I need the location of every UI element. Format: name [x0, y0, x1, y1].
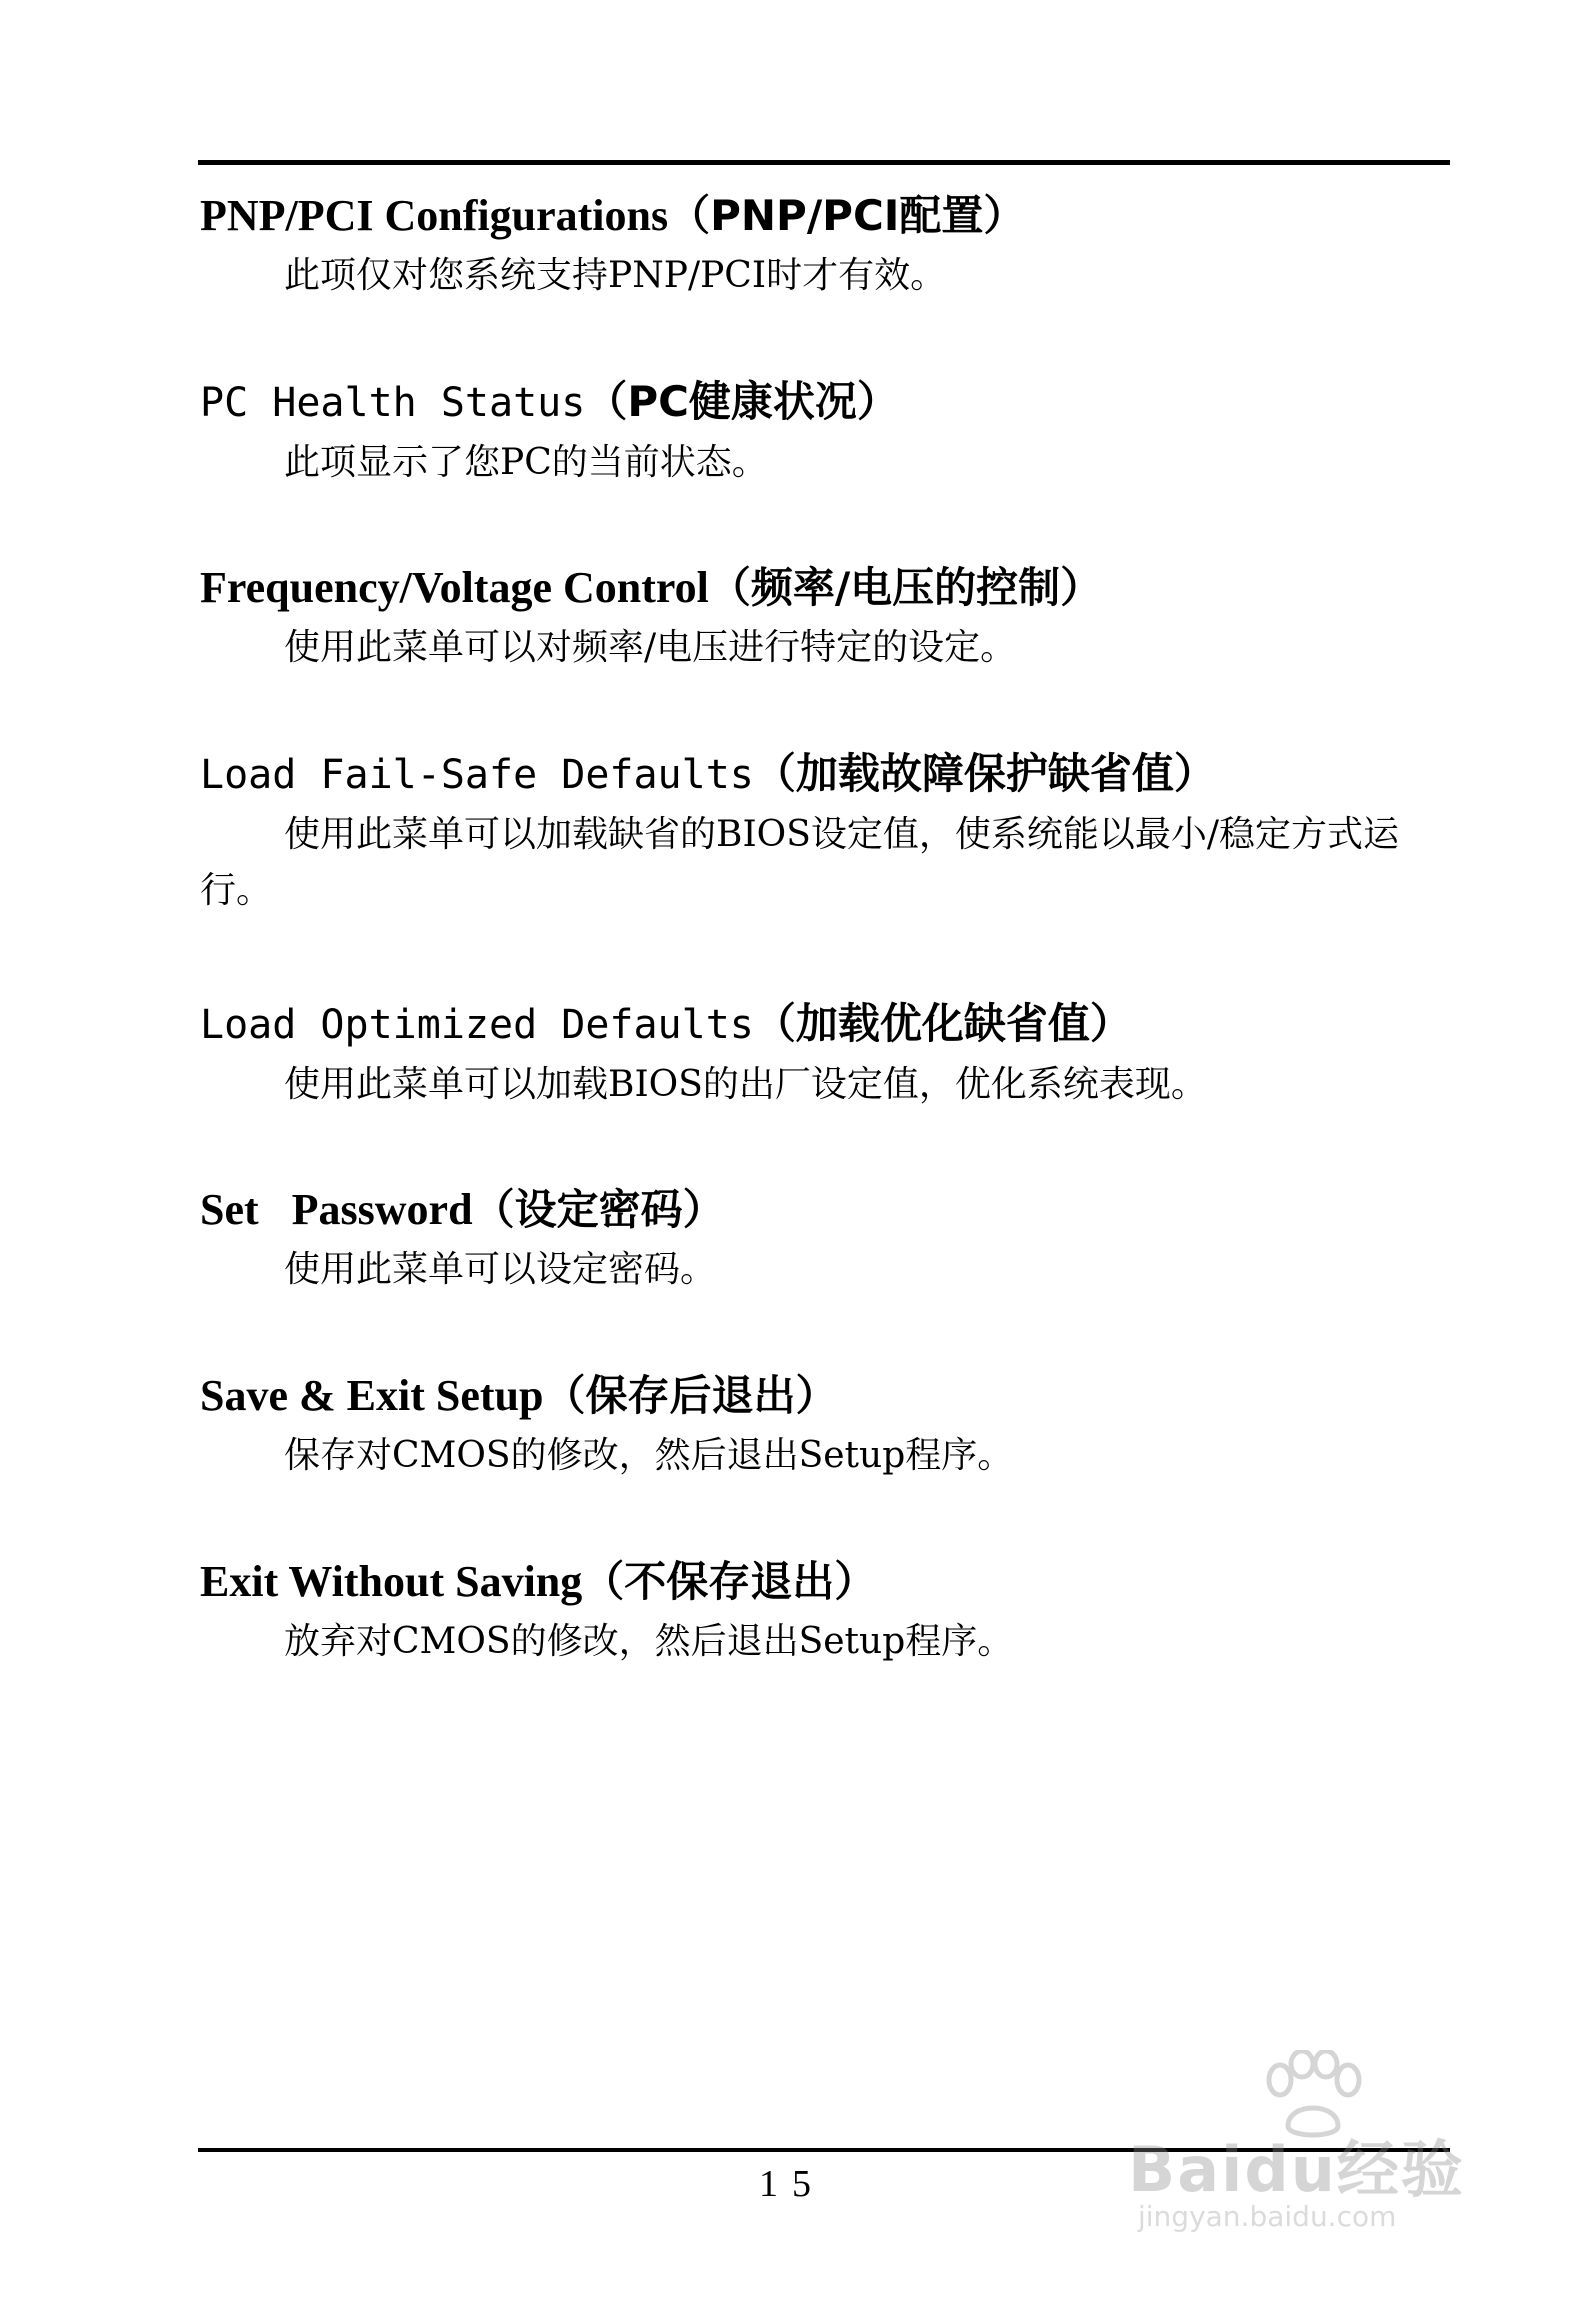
section-title-cn: （不保存退出）: [582, 1557, 877, 1606]
section-title: [200, 1184, 1450, 1236]
header-rule: [198, 160, 1450, 165]
section-title: [200, 998, 1450, 1051]
section-title: [200, 376, 1450, 429]
section-title-cn: （加载优化缺省值）: [753, 999, 1132, 1048]
section-description: 此项显示了您PC的当前状态。: [284, 442, 768, 483]
section-exit-without-saving: [200, 1556, 1450, 1670]
section-title-en: Exit Without Saving: [200, 1557, 583, 1606]
section-title: [200, 1370, 1450, 1422]
section-title-en: Set Password: [200, 1185, 473, 1234]
section-title-en: Load Fail-Safe Defaults: [200, 752, 754, 798]
section-title-cn: （设定密码）: [472, 1185, 725, 1234]
watermark-url: jingyan.baidu.com: [1138, 2200, 1397, 2233]
section-load-optimized: [200, 998, 1450, 1113]
section-frequency-voltage: [200, 562, 1450, 676]
section-title-cn: （加载故障保护缺省值）: [753, 749, 1216, 798]
section-title: [200, 190, 1450, 242]
page-number: 15: [759, 2163, 825, 2205]
section-description: 使用此菜单可以对频率/电压进行特定的设定。: [284, 627, 1017, 668]
section-title-cn: （PNP/PCI配置）: [668, 191, 1026, 240]
section-title: [200, 1556, 1450, 1608]
section-description: 使用此菜单可以加载缺省的BIOS设定值，使系统能以最小/稳定方式运行。: [200, 814, 1399, 911]
section-title-en: PC Health Status: [200, 380, 586, 426]
section-title-cn: （保存后退出）: [543, 1371, 838, 1420]
section-title: [200, 748, 1450, 801]
section-description: 放弃对CMOS的修改，然后退出Setup程序。: [284, 1621, 1014, 1662]
section-description: 保存对CMOS的修改，然后退出Setup程序。: [284, 1435, 1014, 1476]
section-title-cn: （PC健康状况）: [585, 377, 899, 426]
section-save-exit: [200, 1370, 1450, 1484]
section-set-password: [200, 1184, 1450, 1298]
section-load-fail-safe: [200, 748, 1450, 919]
section-description: 此项仅对您系统支持PNP/PCI时才有效。: [284, 255, 947, 296]
section-description: 使用此菜单可以加载BIOS的出厂设定值，优化系统表现。: [284, 1064, 1207, 1105]
section-title-en: Load Optimized Defaults: [200, 1002, 754, 1048]
section-description: 使用此菜单可以设定密码。: [284, 1249, 717, 1290]
section-title-en: Frequency/Voltage Control: [200, 563, 709, 612]
section-pc-health: [200, 376, 1450, 491]
section-title-en: Save & Exit Setup: [200, 1371, 544, 1420]
baidu-jingyan-watermark: [1128, 2050, 1498, 2240]
section-title-cn: （频率/电压的控制）: [708, 563, 1103, 612]
section-title: [200, 562, 1450, 614]
section-pnp-pci: [200, 190, 1450, 304]
section-title-en: PNP/PCI Configurations: [200, 191, 669, 240]
watermark-logo: Baidu经验: [1128, 2133, 1465, 2206]
